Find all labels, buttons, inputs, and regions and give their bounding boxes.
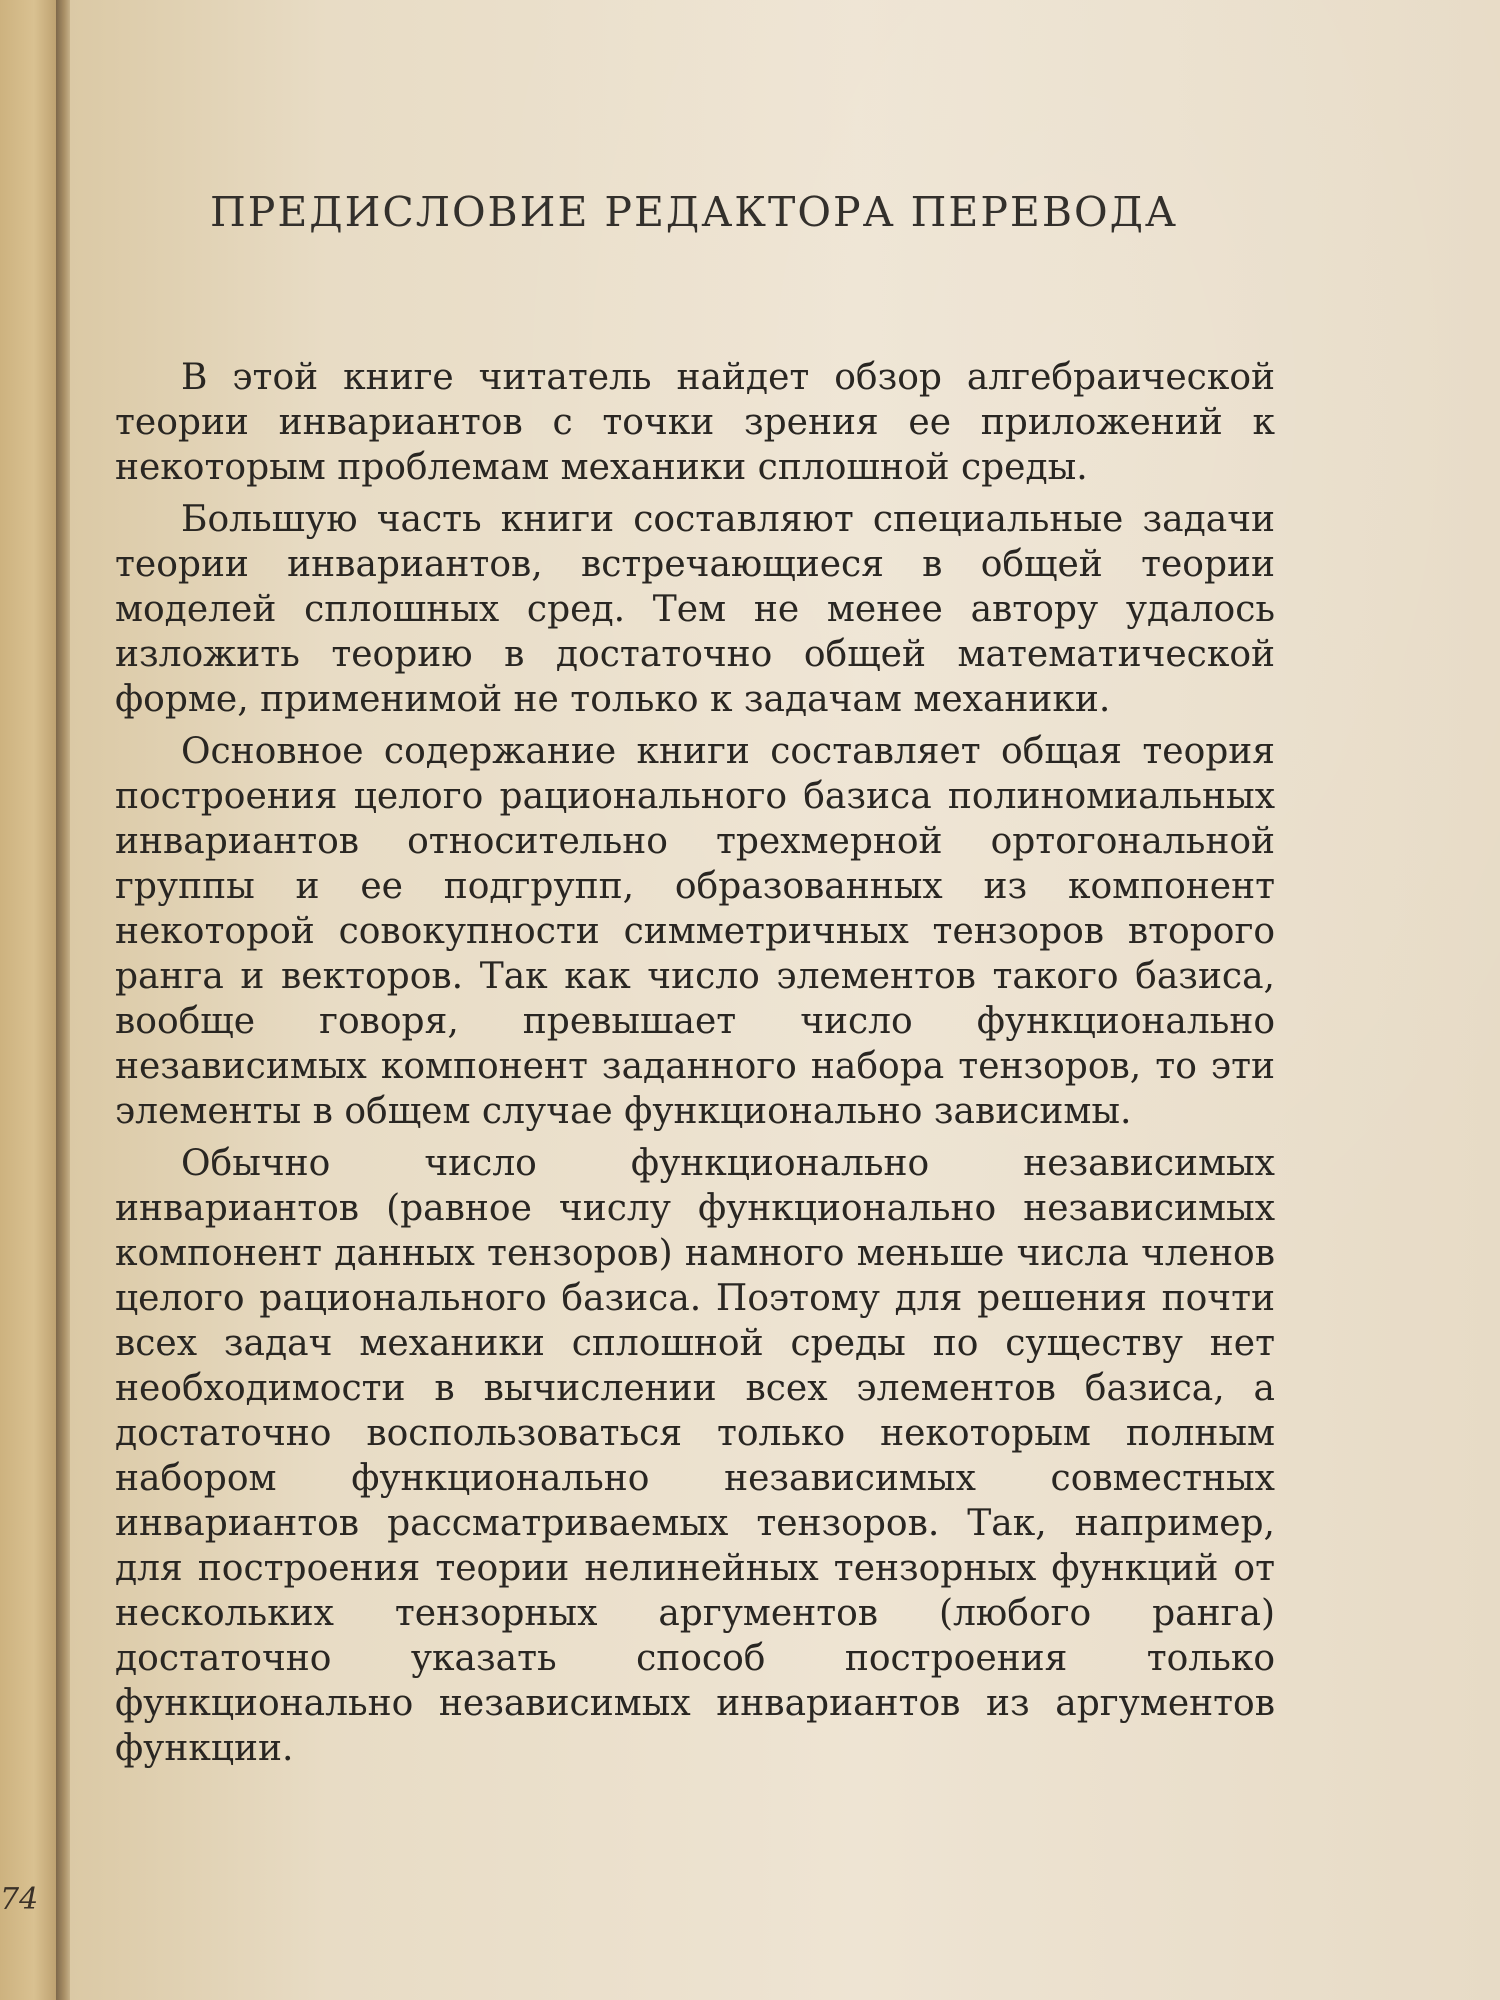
- left-page-edge: [0, 0, 62, 2000]
- left-page-number: 74: [0, 1882, 39, 1917]
- page-title: ПРЕДИСЛОВИЕ РЕДАКТОРА ПЕРЕВОДА: [210, 188, 1178, 236]
- paragraph-3: Основное содержание книги составляет общая теория построения целого рационального базиса полиномиальных инвариантов относительно трехмерной ортогональной группы и ее подгрупп, образованных из компонент некоторой совокупности симметричных тензоров второго ранга и векторов. Так как число элементов такого базиса, вообще говоря, превышает число функционально независимых компонент заданного набора тензоров, то эти элементы в общем случае функционально зависимы.: [115, 731, 1275, 1132]
- paragraph-1: В этой книге читатель найдет обзор алгебраической теории инвариантов с точки зрения ее приложений к некоторым проблемам механики сплошной среды.: [115, 357, 1275, 488]
- page-body: [115, 355, 1275, 1778]
- paragraph-2: Большую часть книги составляют специальные задачи теории инвариантов, встречающиеся в общей теории моделей сплошных сред. Тем не менее автору удалось изложить теорию в достаточно общей математической форме, применимой не только к задачам механики.: [115, 499, 1275, 720]
- paragraph-4: Обычно число функционально независимых инвариантов (равное числу функционально независимых компонент данных тензоров) намного меньше числа членов целого рационального базиса. Поэтому для решения почти всех задач механики сплошной среды по существу нет необходимости в вычислении всех элементов базиса, а достаточно воспользоваться только некоторым полным набором функционально независимых совместных инвариантов рассматриваемых тензоров. Так, например, для построения теории нелинейных тензорных функций от нескольких тензорных аргументов (любого ранга) достаточно указать способ построения только функционально независимых инвариантов из аргументов функции.: [115, 1143, 1275, 1769]
- right-page: [70, 0, 1500, 2000]
